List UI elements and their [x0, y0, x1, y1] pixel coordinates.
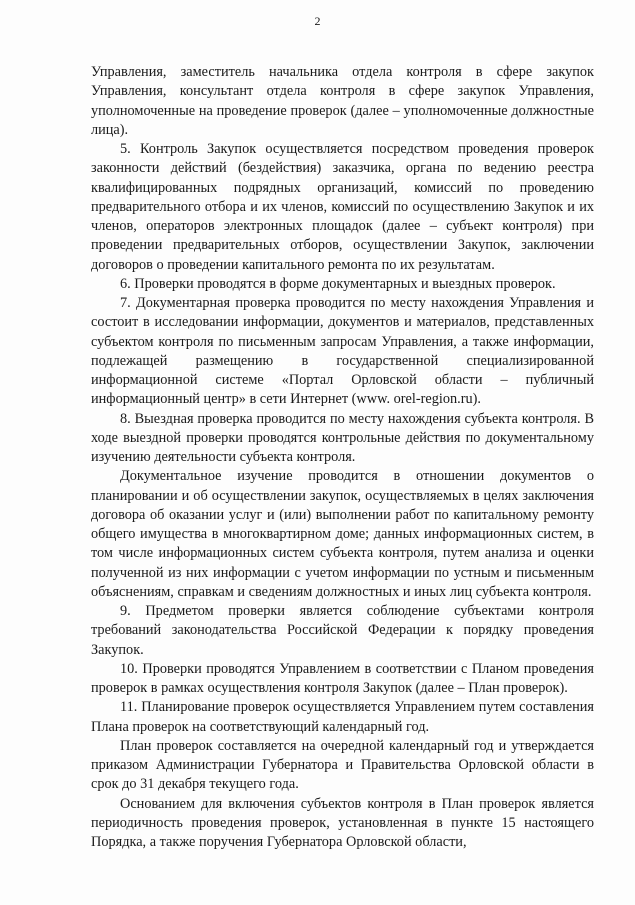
document-body: [91, 63, 594, 852]
paragraph-continuation: Управления, заместитель начальника отдела контроля в сфере закупок Управления, консультант отдела контроля в сфере закупок Управления, уполномоченные на проведение проверок (далее – уполномоченные должностные лица).: [91, 64, 594, 138]
paragraph-8: 8. Выездная проверка проводится по месту нахождения субъекта контроля. В ходе выездной проверки проводятся контрольные действия по документальному изучению деятельности субъекта контроля.: [91, 410, 594, 465]
page-number: 2: [314, 14, 321, 28]
paragraph-7: 7. Документарная проверка проводится по месту нахождения Управления и состоит в исследовании информации, документов и материалов, представленных субъектом контроля по письменным запросам Управления, а также информации, подлежащей размещению в государственной специализированной информационной системе «Портал Орловской области – публичный информационный центр» в сети Интернет (www. orel-region.ru).: [91, 295, 594, 408]
paragraph-11-plan: План проверок составляется на очередной календарный год и утверждается приказом Администрации Губернатора и Правительства Орловской области в срок до 31 декабря текущего года.: [91, 737, 594, 793]
paragraph-9: 9. Предметом проверки является соблюдение субъектами контроля требований законодательства Российской Федерации к порядку проведения Закупок.: [91, 603, 594, 658]
paragraph-5: 5. Контроль Закупок осуществляется посредством проведения проверок законности действий (бездействия) заказчика, органа по ведению реестра квалифицированных подрядных организаций, комиссий по проведению предварительного отбора и их членов, комиссий по осуществлению Закупок и их членов, операторов электронных площадок (далее – субъект контроля) при проведении предварительных отборов, осуществлении Закупок, заключении договоров о проведении капитального ремонта по их результатам.: [91, 141, 594, 273]
paragraph-8-documentary-study: Документальное изучение проводится в отношении документов о планировании и об осуществлении закупок, осуществляемых в целях заключения договора об оказании услуг и (или) выполнении работ по капитальному ремонту общего имущества в многоквартирном доме; данных информационных систем, в том числе информационных систем субъекта контроля, путем анализа и оценки полученной из них информации с учетом информации по устным и письменным объяснениям, справкам и сведениям должностных и иных лиц субъекта контроля.: [91, 468, 594, 600]
paragraph-11: 11. Планирование проверок осуществляется Управлением путем составления Плана проверок на соответствующий календарный год.: [91, 699, 594, 735]
paragraph-10: 10. Проверки проводятся Управлением в соответствии с Планом проведения проверок в рамках осуществления контроля Закупок (далее – План проверок).: [91, 660, 594, 696]
paragraph-11-basis: Основанием для включения субъектов контроля в План проверок является периодичность проведения проверок, установленная в пункте 15 настоящего Порядка, а также поручения Губернатора Орловской области,: [91, 795, 594, 850]
paragraph-6: 6. Проверки проводятся в форме документарных и выездных проверок.: [120, 275, 556, 292]
